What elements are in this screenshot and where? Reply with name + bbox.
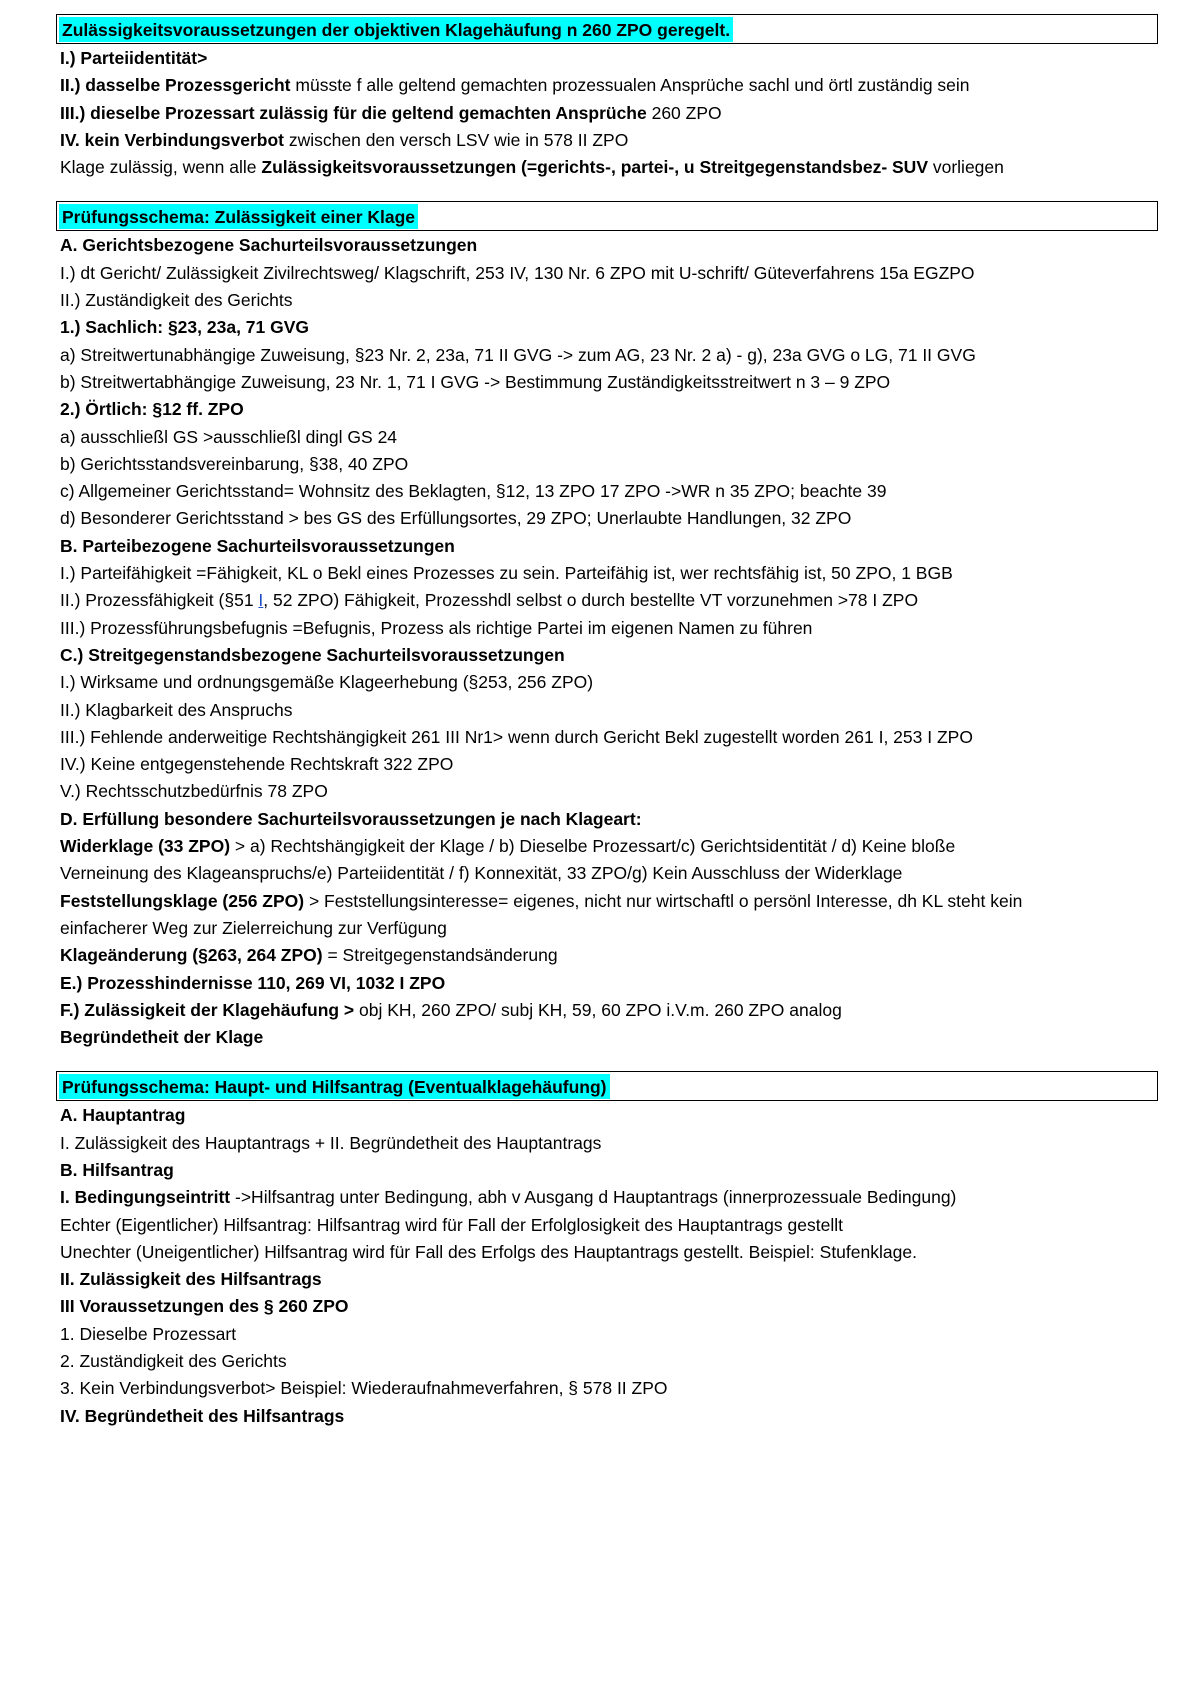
text-line <box>56 1184 1158 1211</box>
bold-text: Widerklage (33 ZPO) <box>60 836 231 857</box>
section-1 <box>56 14 1158 181</box>
text-line <box>56 1321 1158 1348</box>
section-heading-box <box>56 1071 1158 1101</box>
text-segment: 3. Kein Verbindungsverbot> Beispiel: Wiederaufnahmeverfahren, § 578 II ZPO <box>60 1378 668 1399</box>
text-line <box>56 1239 1158 1266</box>
text-segment: Klage zulässig, wenn alle <box>60 157 262 178</box>
bold-text: B. Hilfsantrag <box>60 1159 174 1180</box>
text-line <box>56 1375 1158 1402</box>
text-segment: Echter (Eigentlicher) Hilfsantrag: Hilfsantrag wird für Fall der Erfolglosigkeit des Hauptantrags gestellt <box>60 1214 843 1235</box>
text-line <box>56 424 1158 451</box>
bold-text: A. Hauptantrag <box>60 1105 186 1126</box>
text-line <box>56 970 1158 997</box>
text-line <box>56 1403 1158 1430</box>
text-segment: II.) Klagbarkeit des Anspruchs <box>60 699 293 720</box>
text-segment: einfacherer Weg zur Zielerreichung zur Verfügung <box>60 917 447 938</box>
text-segment: müsste f alle geltend gemachten prozessualen Ansprüche sachl und örtl zuständig sein <box>290 75 970 96</box>
text-segment: 2. Zuständigkeit des Gerichts <box>60 1351 287 1372</box>
text-line <box>56 942 1158 969</box>
bold-text: E.) Prozesshindernisse 110, 269 VI, 1032 I ZPO <box>60 972 446 993</box>
text-segment: vorliegen <box>928 157 1004 178</box>
text-segment: , 52 ZPO) Fähigkeit, Prozesshdl selbst o durch bestellte VT vorzunehmen >78 I ZPO <box>263 590 919 611</box>
bold-text: Feststellungsklage (256 ZPO) <box>60 890 305 911</box>
bold-text: III.) dieselbe Prozessart zulässig für die geltend gemachten Ansprüche <box>60 102 647 123</box>
text-line <box>56 697 1158 724</box>
text-segment: > Feststellungsinteresse= eigenes, nicht nur wirtschaftl o persönl Interesse, dh KL steht kein <box>304 890 1023 911</box>
text-segment: I. Zulässigkeit des Hauptantrags + II. Begründetheit des Hauptantrags <box>60 1132 602 1153</box>
text-line <box>56 860 1158 887</box>
text-segment: Verneinung des Klageanspruchs/e) Parteiidentität / f) Konnexität, 33 ZPO/g) Kein Ausschluss der Widerklage <box>60 863 903 884</box>
section-2 <box>56 201 1158 1051</box>
bold-text: D. Erfüllung besondere Sachurteilsvoraussetzungen je nach Klageart: <box>60 808 642 829</box>
text-line <box>56 287 1158 314</box>
bold-text: Klageänderung (§263, 264 ZPO) <box>60 945 323 966</box>
text-line <box>56 751 1158 778</box>
text-segment: c) Allgemeiner Gerichtsstand= Wohnsitz des Beklagten, §12, 13 ZPO 17 ZPO ->WR n 35 ZPO; beachte 39 <box>60 481 887 502</box>
text-segment: 1. Dieselbe Prozessart <box>60 1323 237 1344</box>
section-3 <box>56 1071 1158 1430</box>
text-line <box>56 1024 1158 1051</box>
text-line <box>56 806 1158 833</box>
text-line <box>56 833 1158 860</box>
text-line <box>56 724 1158 751</box>
text-line <box>56 314 1158 341</box>
bold-text: IV. kein Verbindungsverbot <box>60 129 284 150</box>
text-line <box>56 615 1158 642</box>
text-line <box>56 154 1158 181</box>
text-segment: zwischen den versch LSV wie in 578 II ZPO <box>284 129 629 150</box>
text-segment: d) Besonderer Gerichtsstand > bes GS des Erfüllungsortes, 29 ZPO; Unerlaubte Handlungen, 32 ZPO <box>60 508 852 529</box>
text-line <box>56 45 1158 72</box>
text-line <box>56 127 1158 154</box>
bold-text: 1.) Sachlich: §23, 23a, 71 GVG <box>60 317 310 338</box>
text-line <box>56 1212 1158 1239</box>
text-line <box>56 669 1158 696</box>
text-line <box>56 642 1158 669</box>
text-segment: Unechter (Uneigentlicher) Hilfsantrag wird für Fall des Erfolgs des Hauptantrags gestellt. Beispiel: Stufenklage. <box>60 1241 917 1262</box>
text-segment: a) Streitwertunabhängige Zuweisung, §23 Nr. 2, 23a, 71 II GVG -> zum AG, 23 Nr. 2 a) - g), 23a GVG o LG, 71 II GVG <box>60 344 976 365</box>
text-line <box>56 396 1158 423</box>
text-line <box>56 888 1158 915</box>
text-line <box>56 232 1158 259</box>
text-segment: b) Gerichtsstandsvereinbarung, §38, 40 ZPO <box>60 453 409 474</box>
text-segment: IV.) Keine entgegenstehende Rechtskraft 322 ZPO <box>60 754 454 775</box>
text-segment: obj KH, 260 ZPO/ subj KH, 59, 60 ZPO i.V.m. 260 ZPO analog <box>354 999 842 1020</box>
text-line <box>56 478 1158 505</box>
text-line <box>56 100 1158 127</box>
text-line <box>56 260 1158 287</box>
bold-text: III Voraussetzungen des § 260 ZPO <box>60 1296 349 1317</box>
text-line <box>56 1293 1158 1320</box>
section-heading-box <box>56 201 1158 231</box>
text-line <box>56 587 1158 614</box>
text-segment: I.) Parteifähigkeit =Fähigkeit, KL o Bekl eines Prozesses zu sein. Parteifähig ist, wer rechtsfähig ist, 50 ZPO, 1 BGB <box>60 563 953 584</box>
text-line <box>56 1348 1158 1375</box>
text-line <box>56 72 1158 99</box>
bold-text: IV. Begründetheit des Hilfsantrags <box>60 1405 345 1426</box>
text-line <box>56 997 1158 1024</box>
text-line <box>56 1157 1158 1184</box>
bold-text: B. Parteibezogene Sachurteilsvoraussetzungen <box>60 535 455 556</box>
text-line <box>56 369 1158 396</box>
text-line <box>56 451 1158 478</box>
bold-text: 2.) Örtlich: §12 ff. ZPO <box>60 399 244 420</box>
bold-text: II. Zulässigkeit des Hilfsantrags <box>60 1269 322 1290</box>
text-segment: II.) Zuständigkeit des Gerichts <box>60 290 293 311</box>
text-line <box>56 560 1158 587</box>
text-segment: III.) Fehlende anderweitige Rechtshängigkeit 261 III Nr1> wenn durch Gericht Bekl zugestellt worden 261 I, 253 I ZPO <box>60 726 973 747</box>
section-heading-box <box>56 14 1158 44</box>
text-line <box>56 505 1158 532</box>
text-segment: b) Streitwertabhängige Zuweisung, 23 Nr. 1, 71 I GVG -> Bestimmung Zuständigkeitsstreitwert n 3 – 9 ZPO <box>60 371 891 392</box>
text-line <box>56 778 1158 805</box>
bold-text: C.) Streitgegenstandsbezogene Sachurteilsvoraussetzungen <box>60 644 565 665</box>
bold-text: F.) Zulässigkeit der Klagehäufung > <box>60 999 355 1020</box>
text-segment: 260 ZPO <box>646 102 722 123</box>
section-heading: Prüfungsschema: Zulässigkeit einer Klage <box>59 204 418 229</box>
text-segment: V.) Rechtsschutzbedürfnis 78 ZPO <box>60 781 328 802</box>
text-segment: = Streitgegenstandsänderung <box>322 945 558 966</box>
text-line <box>56 1266 1158 1293</box>
bold-text: I.) Parteiidentität> <box>60 48 208 68</box>
bold-text: A. Gerichtsbezogene Sachurteilsvoraussetzungen <box>60 235 478 256</box>
bold-text: Begründetheit der Klage <box>60 1027 264 1048</box>
bold-text: Zulässigkeitsvoraussetzungen (=gerichts-, partei-, u Streitgegenstandsbez- SUV <box>261 157 928 178</box>
text-line <box>56 342 1158 369</box>
text-segment: I.) Wirksame und ordnungsgemäße Klageerhebung (§253, 256 ZPO) <box>60 672 594 693</box>
text-line <box>56 533 1158 560</box>
section-heading: Prüfungsschema: Haupt- und Hilfsantrag (Eventualklagehäufung) <box>59 1074 610 1099</box>
bold-text: II.) dasselbe Prozessgericht <box>60 75 291 96</box>
text-segment: a) ausschließl GS >ausschließl dingl GS 24 <box>60 426 398 447</box>
bold-text: I. Bedingungseintritt <box>60 1187 231 1208</box>
text-segment: ->Hilfsantrag unter Bedingung, abh v Ausgang d Hauptantrags (innerprozessuale Bedingung) <box>230 1187 957 1208</box>
text-line <box>56 1130 1158 1157</box>
text-segment: > a) Rechtshängigkeit der Klage / b) Dieselbe Prozessart/c) Gerichtsidentität / d) Keine bloße <box>230 836 956 857</box>
text-line <box>56 1102 1158 1129</box>
text-segment: II.) Prozessfähigkeit (§51 <box>60 590 259 611</box>
text-segment: I.) dt Gericht/ Zulässigkeit Zivilrechtsweg/ Klagschrift, 253 IV, 130 Nr. 6 ZPO mit U-schrift/ Güteverfahrens 15a EGZPO <box>60 262 975 283</box>
text-line <box>56 915 1158 942</box>
text-segment: III.) Prozessführungsbefugnis =Befugnis, Prozess als richtige Partei im eigenen Namen zu führen <box>60 617 813 638</box>
section-heading: Zulässigkeitsvoraussetzungen der objektiven Klagehäufung n 260 ZPO geregelt. <box>59 17 733 42</box>
inline-link[interactable]: I <box>258 590 264 611</box>
